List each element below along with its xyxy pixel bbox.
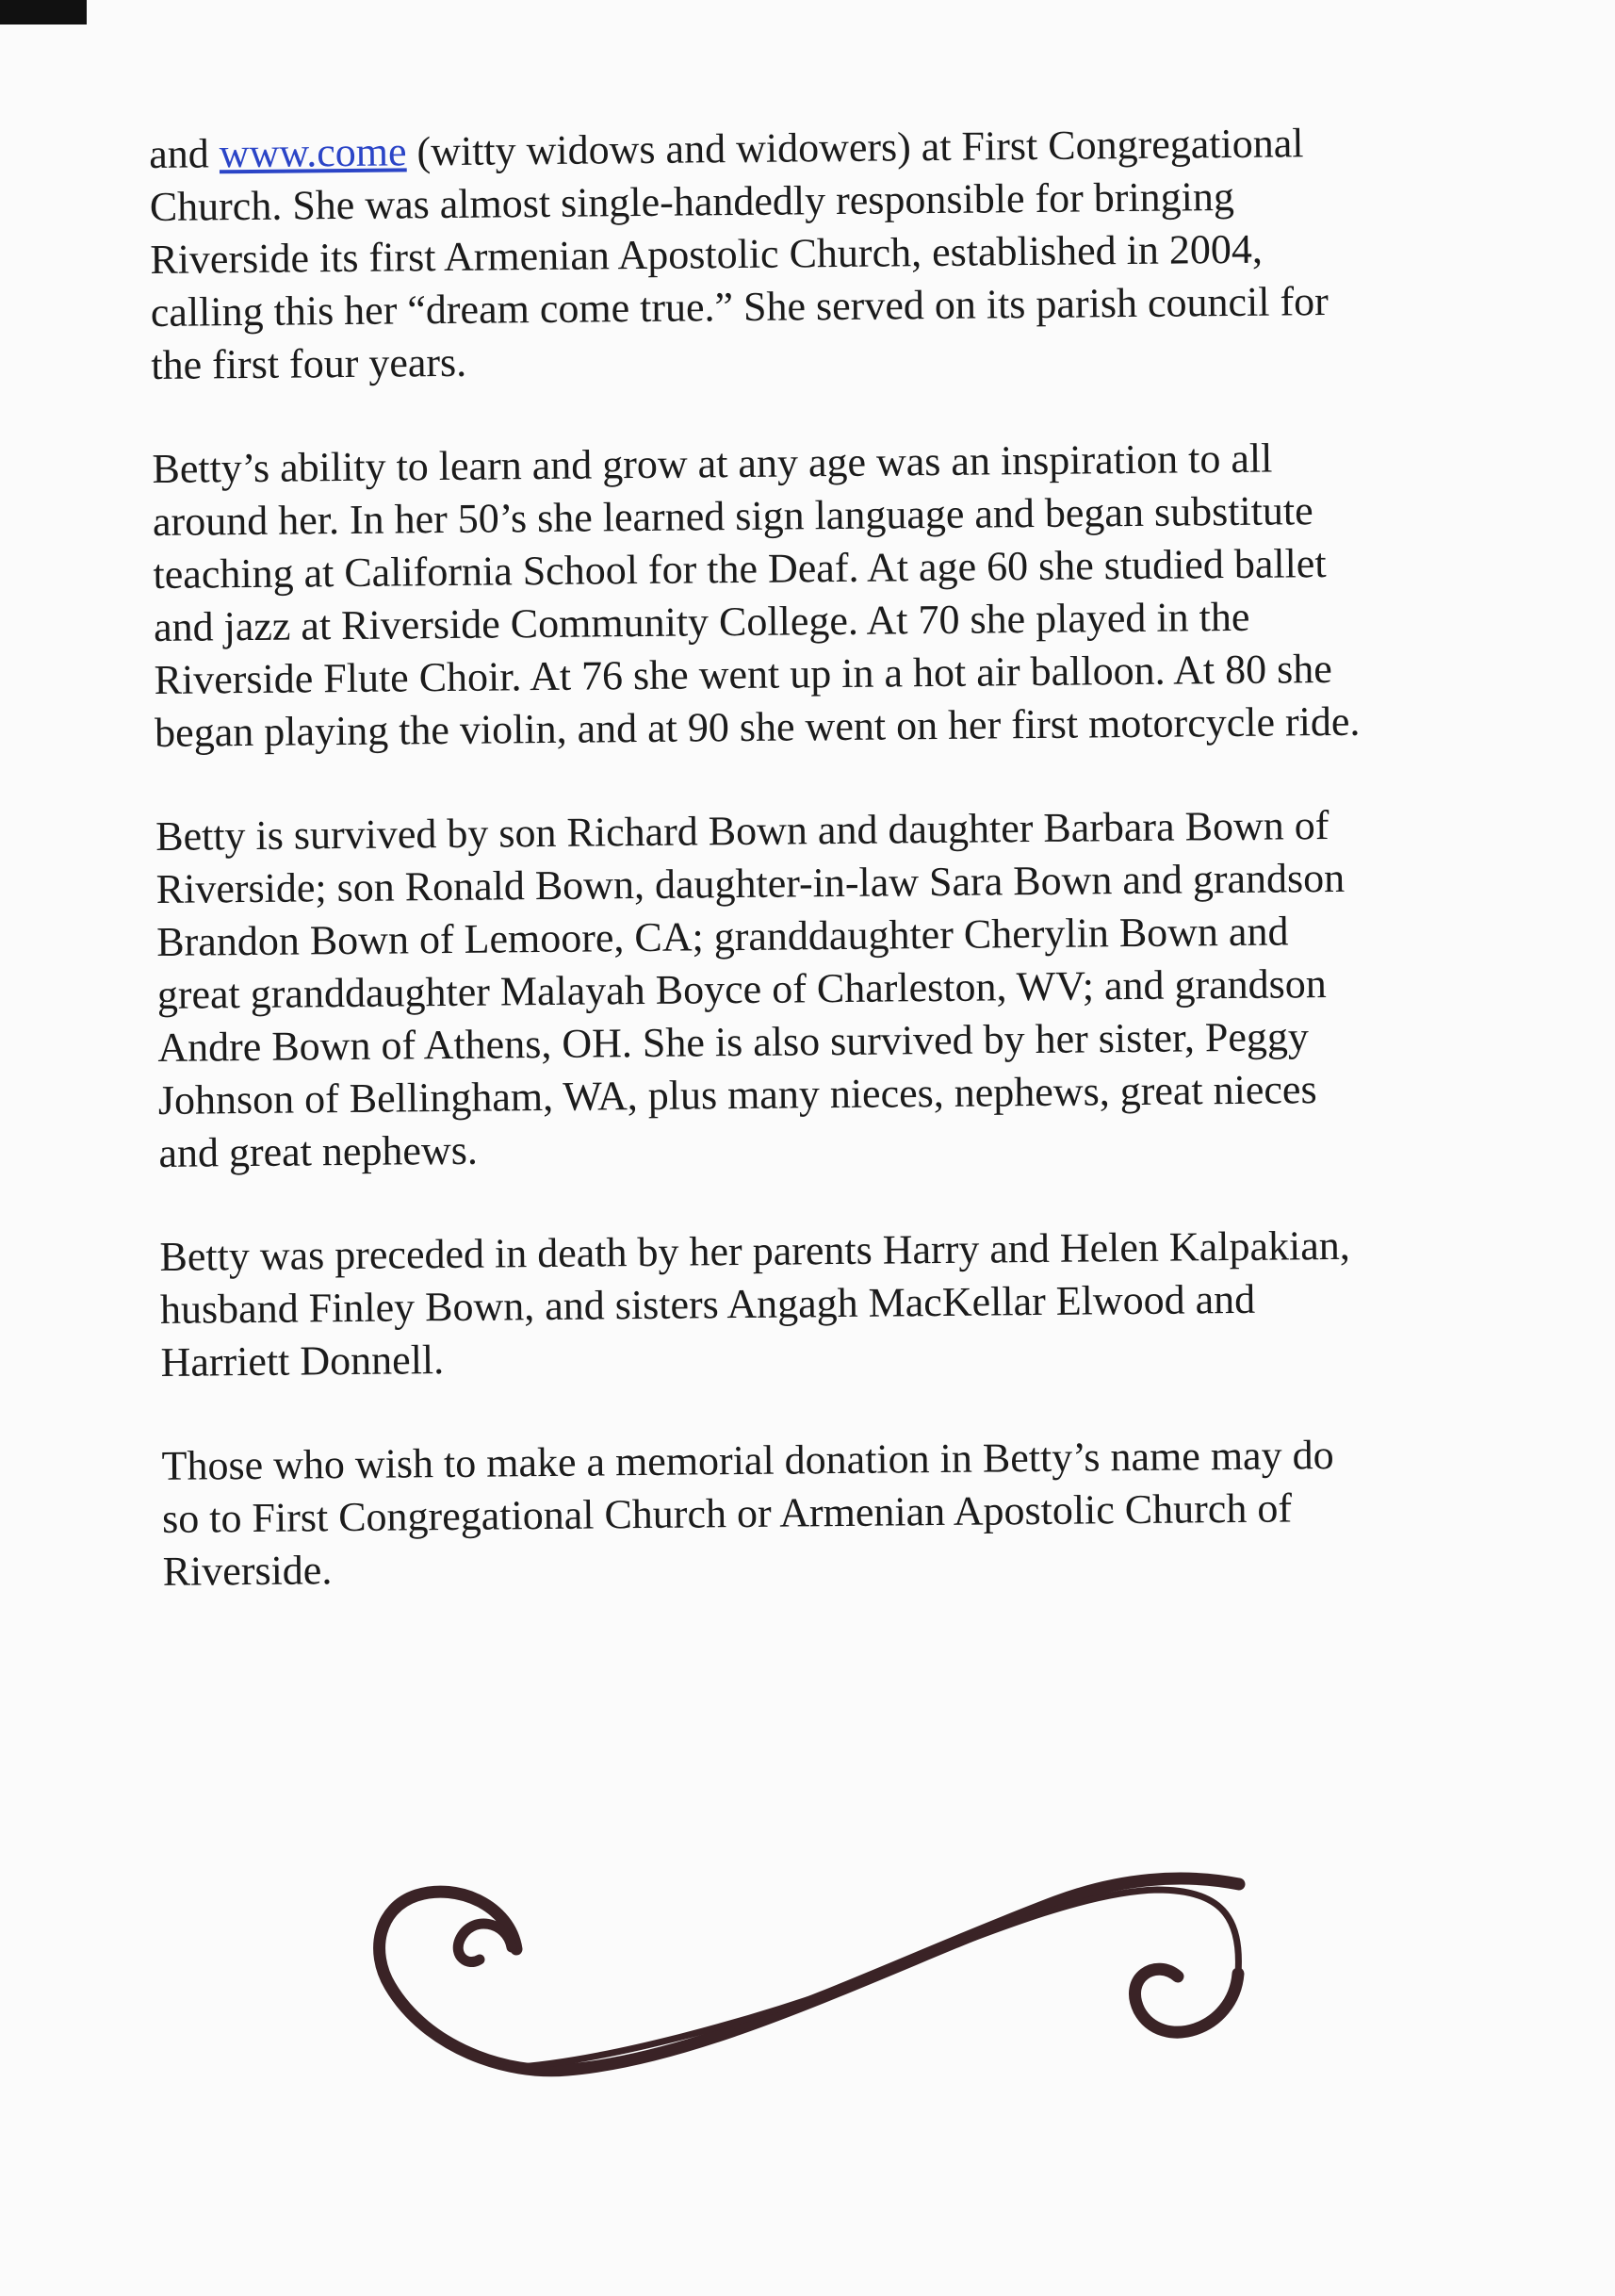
paragraph-prefix: and xyxy=(149,130,220,177)
paragraph-church-activities xyxy=(149,115,1499,392)
paragraph-text: (witty widows and widowers) at First Congregational Church. She was almost single-handedly responsible for bringing Riverside its first Armenian Apostolic Church, established in 2004, calling this her “dream come true.” She served on its parish council for the first four years. xyxy=(149,120,1329,388)
scan-edge-mark xyxy=(0,0,87,25)
paragraph-memorial-donation: Those who wish to make a memorial donation in Betty’s name may do so to First Congregational Church or Armenian Apostolic Church of Riverside. xyxy=(161,1431,1334,1595)
ornamental-scroll-flourish-icon xyxy=(369,1861,1359,2099)
document-page xyxy=(149,115,1510,1649)
paragraph-lifelong-learning: Betty’s ability to learn and grow at any age was an inspiration to all around her. In her 50’s she learned sign language and began substitute teaching at California School for the Deaf. At age 60 she studied ballet and jazz at Riverside Community College. At 70 she played in the Riverside Flute Choir. At 76 she went up in a hot air balloon. At 80 she began playing the violin, and at 90 she went on her first motorcycle ride. xyxy=(152,435,1361,756)
www-come-link[interactable]: www.come xyxy=(219,128,407,177)
paragraph-survivors: Betty is survived by son Richard Bown and daughter Barbara Bown of Riverside; son Ronald Bown, daughter-in-law Sara Bown and grandson Brandon Bown of Lemoore, CA; granddaughter Cherylin Bown and great granddaughter Malayah Boyce of Charleston, WV; and grandson Andre Bown of Athens, OH. She is also survived by her sister, Peggy Johnson of Bellingham, WA, plus many nieces, nephews, great nieces and great nephews. xyxy=(155,802,1346,1176)
paragraph-preceded-in-death: Betty was preceded in death by her parents Harry and Helen Kalpakian, husband Finley Bown, and sisters Angagh MacKellar Elwood and Harriett Donnell. xyxy=(159,1222,1350,1386)
